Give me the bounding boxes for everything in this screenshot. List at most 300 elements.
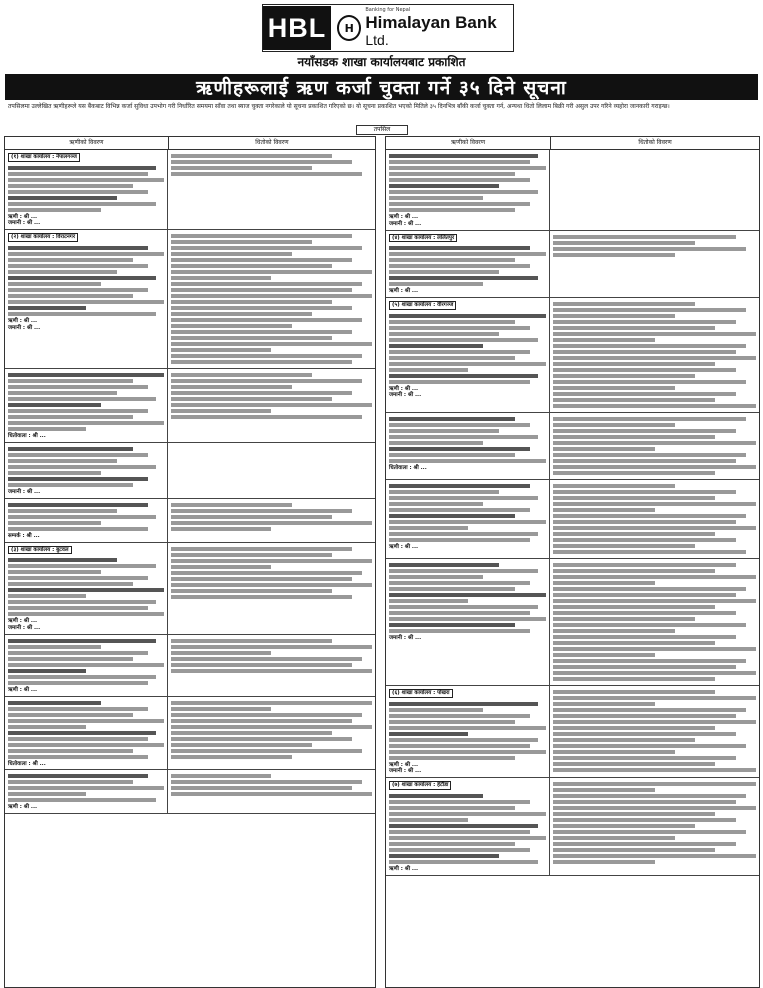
text-line: [553, 581, 654, 585]
debtor-details: [5, 369, 168, 442]
left-entry: [5, 499, 375, 543]
text-line: [389, 374, 538, 378]
text-line: [389, 623, 515, 627]
collateral-details: [168, 697, 375, 770]
text-line: [553, 696, 756, 700]
text-line: [389, 190, 538, 194]
text-line: [389, 708, 483, 712]
bank-name: [365, 14, 513, 48]
text-line: [553, 836, 675, 840]
text-line: [171, 571, 362, 575]
text-line: [553, 762, 715, 766]
text-line: [389, 800, 530, 804]
text-line: [553, 247, 746, 251]
party-name: ऋणी : श्री ...: [389, 761, 419, 768]
text-line: [553, 496, 715, 500]
text-line: [389, 520, 546, 524]
party-name: ऋणी : श्री ...: [389, 288, 419, 295]
text-line: [553, 392, 736, 396]
text-line: [389, 532, 538, 536]
left-entry: [5, 543, 375, 635]
left-entry: [5, 230, 375, 369]
text-line: [553, 794, 746, 798]
text-line: [171, 645, 372, 649]
text-line: [553, 350, 736, 354]
text-line: [8, 208, 101, 212]
text-line: [8, 755, 148, 759]
text-line: [553, 830, 746, 834]
left-header-debtor: ऋणीको विवरण: [5, 137, 169, 149]
debtor-details: [386, 231, 550, 297]
text-line: [171, 577, 352, 581]
text-line: [8, 373, 164, 377]
text-line: [171, 258, 352, 262]
debtor-details: [5, 499, 168, 542]
text-line: [389, 380, 530, 384]
collateral-details: [550, 150, 759, 230]
text-line: [389, 812, 546, 816]
text-line: [8, 270, 117, 274]
text-line: [8, 190, 148, 194]
text-line: [553, 708, 746, 712]
debtor-details: [5, 230, 168, 368]
text-line: [8, 701, 101, 705]
text-line: [389, 160, 530, 164]
right-entries: [386, 150, 759, 876]
bank-name-suffix: Ltd.: [365, 32, 389, 48]
text-line: [8, 731, 156, 735]
right-entry: [386, 413, 759, 480]
party-name: जमानी : श्री ...: [8, 624, 41, 631]
text-line: [553, 308, 746, 312]
left-entry: [5, 443, 375, 499]
notice-intro: तपसिलमा उल्लेखित ऋणीहरूले यस बैंकबाट विभिन्न कर्जा सुविधा उपभोग गरी निर्धारित समयमा साँवा तथा ब्याज चुक्ता नगरेकाले यो सूचना प्रकाशित गरिएको छ। यो सूचना प्रकाशित भएको मितिले ३५ दिनभित्र बाँकी कर्जा चुक्ता गर्न, अन्यथा धितो लिलाम बिक्री गरी असुल उपर गरिने व्यहोरा जानकारी गराइन्छ।: [8, 103, 670, 110]
text-line: [389, 320, 515, 324]
text-line: [171, 385, 292, 389]
text-line: [171, 559, 372, 563]
party-name: ऋणी : श्री ...: [8, 804, 38, 811]
text-line: [553, 465, 756, 469]
text-line: [553, 429, 736, 433]
text-line: [553, 398, 715, 402]
text-line: [8, 178, 164, 182]
text-line: [553, 502, 756, 506]
text-line: [171, 503, 292, 507]
notice-subtitle: नयाँसडक शाखा कार्यालयबाट प्रकाशित: [297, 55, 466, 69]
text-line: [171, 336, 332, 340]
left-header-collateral: धितोको विवरण: [255, 139, 289, 146]
text-line: [8, 184, 133, 188]
text-line: [171, 360, 352, 364]
text-line: [389, 538, 530, 542]
text-line: [553, 782, 756, 786]
bank-seal-icon: H: [337, 15, 361, 41]
text-line: [171, 743, 312, 747]
branch-label: (१) शाखा कार्यालय : नेपालगञ्ज: [8, 153, 80, 162]
left-entry: [5, 770, 375, 814]
text-line: [553, 441, 756, 445]
text-line: [171, 527, 272, 531]
left-entry: [5, 150, 375, 230]
text-line: [389, 599, 468, 603]
text-line: [8, 774, 148, 778]
text-line: [8, 527, 148, 531]
text-line: [8, 675, 156, 679]
text-line: [171, 719, 352, 723]
text-line: [8, 202, 156, 206]
text-line: [171, 669, 372, 673]
text-line: [553, 332, 756, 336]
text-line: [389, 459, 546, 463]
text-line: [553, 368, 736, 372]
text-line: [389, 738, 538, 742]
notice-title: ऋणीहरूलाई ऋण कर्जा चुक्ता गर्ने ३५ दिने सूचना: [5, 74, 758, 100]
text-line: [553, 842, 736, 846]
text-line: [8, 600, 156, 604]
text-line: [553, 635, 736, 639]
text-line: [8, 515, 156, 519]
text-line: [8, 264, 148, 268]
text-line: [171, 731, 332, 735]
bank-logo: [262, 4, 514, 52]
text-line: [389, 848, 530, 852]
text-line: [171, 397, 332, 401]
text-line: [8, 306, 86, 310]
debtor-details: [5, 150, 168, 229]
text-line: [389, 356, 515, 360]
text-line: [8, 588, 164, 592]
collateral-details: [168, 150, 375, 229]
text-line: [553, 508, 654, 512]
text-line: [8, 594, 86, 598]
text-line: [389, 563, 499, 567]
right-entry: [386, 686, 759, 778]
debtor-details: [386, 480, 550, 558]
text-line: [389, 514, 515, 518]
right-column: [385, 136, 760, 988]
text-line: [553, 550, 746, 554]
text-line: [553, 690, 715, 694]
text-line: [8, 252, 164, 256]
text-line: [171, 701, 372, 705]
text-line: [389, 208, 515, 212]
text-line: [389, 714, 530, 718]
text-line: [389, 750, 546, 754]
text-line: [8, 521, 101, 525]
text-line: [389, 441, 483, 445]
text-line: [553, 611, 736, 615]
collateral-details: [168, 635, 375, 696]
text-line: [553, 417, 746, 421]
text-line: [8, 570, 101, 574]
text-line: [553, 818, 736, 822]
right-header-debtor: ऋणीको विवरण: [386, 137, 551, 149]
text-line: [389, 587, 515, 591]
text-line: [553, 356, 756, 360]
text-line: [389, 569, 538, 573]
text-line: [171, 270, 372, 274]
text-line: [389, 732, 468, 736]
collateral-details: [550, 778, 759, 874]
text-line: [553, 732, 736, 736]
text-line: [8, 312, 156, 316]
text-line: [8, 288, 148, 292]
text-line: [171, 707, 272, 711]
text-line: [8, 669, 86, 673]
text-line: [8, 471, 101, 475]
text-line: [171, 318, 362, 322]
debtor-details: [386, 778, 550, 874]
text-line: [553, 744, 746, 748]
text-line: [8, 409, 148, 413]
text-line: [553, 435, 715, 439]
text-line: [8, 737, 148, 741]
text-line: [389, 338, 538, 342]
text-line: [171, 379, 362, 383]
left-entry: [5, 635, 375, 697]
text-line: [389, 276, 538, 280]
text-line: [8, 503, 148, 507]
text-line: [171, 547, 352, 551]
text-line: [553, 750, 675, 754]
party-name: जमानी : श्री ...: [8, 324, 41, 331]
text-line: [553, 374, 695, 378]
text-line: [553, 720, 756, 724]
text-line: [553, 641, 715, 645]
bank-tagline: Banking for Nepal: [365, 7, 411, 13]
text-line: [8, 246, 148, 250]
text-line: [8, 719, 164, 723]
text-line: [8, 612, 164, 616]
text-line: [553, 605, 715, 609]
branch-label: (२) शाखा कार्यालय : विराटनगर: [8, 233, 78, 242]
text-line: [553, 593, 736, 597]
text-line: [171, 306, 352, 310]
collateral-details: [550, 686, 759, 777]
text-line: [553, 490, 736, 494]
text-line: [8, 403, 101, 407]
text-line: [171, 264, 332, 268]
text-line: [389, 818, 468, 822]
text-line: [8, 196, 117, 200]
text-line: [171, 160, 352, 164]
text-line: [553, 806, 756, 810]
text-line: [171, 342, 372, 346]
text-line: [389, 252, 546, 256]
text-line: [389, 435, 538, 439]
text-line: [389, 744, 530, 748]
text-line: [8, 651, 148, 655]
text-line: [8, 657, 133, 661]
branch-label: (६) शाखा कार्यालय : पोखरा: [389, 689, 453, 698]
text-line: [389, 726, 546, 730]
text-line: [389, 611, 530, 615]
text-line: [553, 812, 715, 816]
text-line: [8, 172, 148, 176]
party-name: धितोवाला : श्री ...: [389, 464, 427, 471]
text-line: [171, 234, 352, 238]
text-line: [553, 714, 736, 718]
text-line: [553, 514, 746, 518]
collateral-details: [168, 543, 375, 634]
text-line: [171, 755, 292, 759]
debtor-details: [386, 150, 550, 230]
text-line: [171, 774, 272, 778]
text-line: [553, 471, 715, 475]
text-line: [8, 582, 133, 586]
text-line: [8, 558, 117, 562]
text-line: [553, 404, 756, 408]
text-line: [389, 830, 530, 834]
text-line: [171, 713, 362, 717]
text-line: [389, 702, 538, 706]
text-line: [8, 166, 156, 170]
party-name: ऋणी : श्री ...: [389, 214, 419, 220]
text-line: [553, 520, 736, 524]
text-line: [171, 324, 292, 328]
text-line: [389, 490, 499, 494]
text-line: [389, 484, 530, 488]
text-line: [8, 645, 101, 649]
text-line: [553, 453, 746, 457]
party-name: ऋणी : श्री ...: [389, 543, 419, 550]
text-line: [8, 397, 156, 401]
text-line: [171, 294, 372, 298]
text-line: [8, 713, 133, 717]
text-line: [389, 417, 515, 421]
right-header-collateral: धितोको विवरण: [638, 139, 672, 146]
text-line: [8, 564, 156, 568]
text-line: [171, 409, 272, 413]
left-column: [4, 136, 376, 988]
text-line: [553, 671, 756, 675]
party-name: ऋणी : श्री ...: [8, 213, 38, 220]
text-line: [8, 453, 148, 457]
party-name: जमानी : श्री ...: [389, 220, 422, 227]
text-line: [553, 484, 675, 488]
left-column-header: [5, 137, 375, 150]
party-name: जमानी : श्री ...: [389, 392, 422, 399]
text-line: [389, 246, 530, 250]
right-entry: [386, 559, 759, 686]
text-line: [8, 379, 133, 383]
collateral-details: [550, 480, 759, 558]
text-line: [8, 639, 156, 643]
text-line: [171, 276, 272, 280]
party-name: ऋणी : श्री ...: [389, 865, 419, 872]
collateral-details: [550, 231, 759, 297]
text-line: [8, 477, 148, 481]
text-line: [389, 154, 538, 158]
branch-label: (३) शाखा कार्यालय : बुटवल: [8, 546, 72, 555]
text-line: [171, 521, 372, 525]
text-line: [553, 800, 736, 804]
text-line: [389, 593, 546, 597]
text-line: [389, 314, 546, 318]
text-line: [389, 447, 530, 451]
party-name: जमानी : श्री ...: [8, 488, 41, 495]
left-entry: [5, 697, 375, 771]
text-line: [389, 282, 483, 286]
text-line: [389, 196, 483, 200]
text-line: [389, 502, 483, 506]
text-line: [389, 860, 538, 864]
debtor-details: [5, 770, 168, 813]
text-line: [389, 429, 499, 433]
text-line: [553, 326, 715, 330]
text-line: [8, 385, 148, 389]
party-name: जमानी : श्री ...: [389, 768, 422, 775]
collateral-details: [168, 499, 375, 542]
right-entry: [386, 150, 759, 231]
text-line: [171, 651, 272, 655]
text-line: [553, 653, 654, 657]
text-line: [389, 581, 530, 585]
text-line: [8, 707, 148, 711]
debtor-details: [386, 413, 550, 479]
right-entry: [386, 231, 759, 298]
text-line: [389, 836, 546, 840]
text-line: [553, 788, 654, 792]
text-line: [553, 677, 715, 681]
text-line: [171, 589, 332, 593]
left-entry: [5, 369, 375, 443]
text-line: [389, 508, 530, 512]
text-line: [389, 617, 546, 621]
debtor-details: [5, 543, 168, 634]
branch-label: (७) शाखा कार्यालय : हेटौंडा: [389, 781, 451, 790]
text-line: [553, 344, 746, 348]
bank-name-main: Himalayan Bank: [365, 13, 497, 32]
party-name: ऋणी : श्री ...: [8, 317, 38, 324]
right-column-header: [386, 137, 759, 150]
text-line: [389, 720, 515, 724]
text-line: [171, 154, 332, 158]
text-line: [8, 663, 164, 667]
text-line: [389, 270, 499, 274]
text-line: [171, 312, 312, 316]
text-line: [171, 373, 312, 377]
debtor-details: [5, 697, 168, 770]
debtor-details: [5, 443, 168, 498]
party-name: धितोवाला : श्री ...: [8, 760, 46, 767]
text-line: [8, 391, 117, 395]
text-line: [8, 421, 164, 425]
text-line: [171, 166, 312, 170]
collateral-details: [550, 298, 759, 412]
branch-label: (४) शाखा कार्यालय : ललितपुर: [389, 234, 457, 243]
text-line: [171, 553, 332, 557]
text-line: [553, 459, 736, 463]
text-line: [171, 657, 362, 661]
text-line: [389, 453, 515, 457]
text-line: [8, 681, 148, 685]
text-line: [171, 288, 352, 292]
collateral-details: [550, 413, 759, 479]
text-line: [553, 575, 756, 579]
text-line: [171, 725, 372, 729]
text-line: [553, 702, 654, 706]
text-line: [553, 854, 756, 858]
text-line: [171, 749, 362, 753]
text-line: [553, 599, 756, 603]
text-line: [553, 860, 654, 864]
text-line: [553, 738, 695, 742]
text-line: [171, 786, 352, 790]
branch-label: (५) शाखा कार्यालय : वीरगञ्ज: [389, 301, 456, 310]
text-line: [389, 794, 483, 798]
text-line: [8, 427, 86, 431]
